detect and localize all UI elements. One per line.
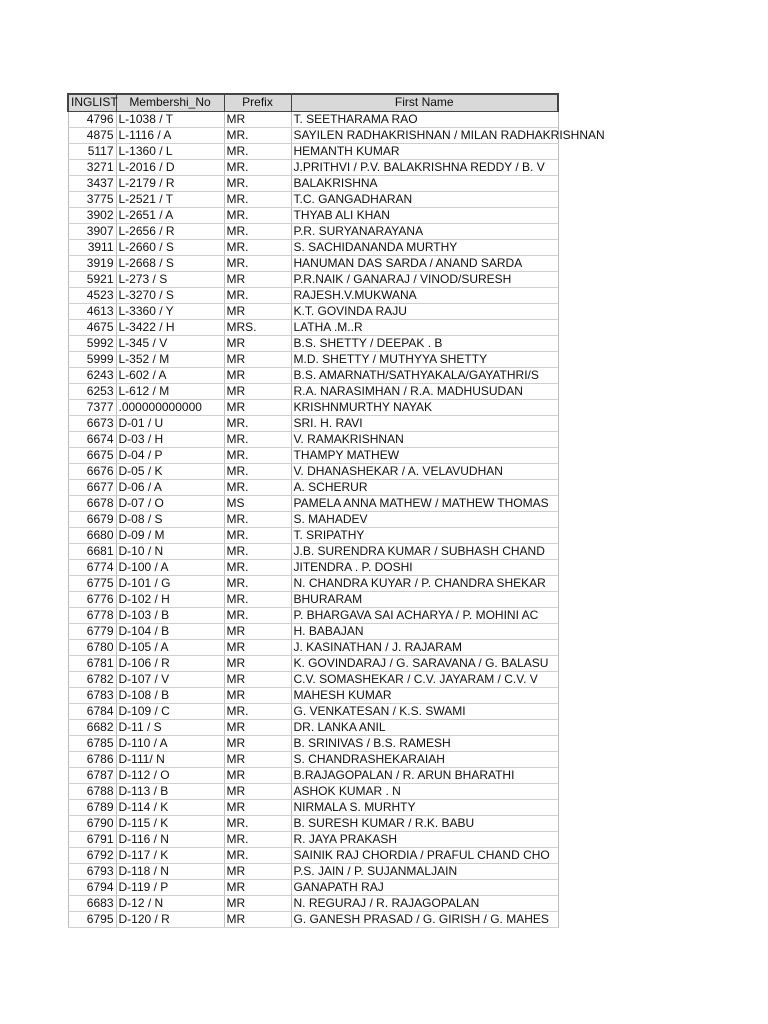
inglist-cell[interactable]: 4875 [68, 127, 116, 143]
table-row [68, 575, 558, 591]
inglist-cell[interactable]: 4613 [68, 303, 116, 319]
prefix-cell[interactable]: MR [224, 383, 291, 399]
prefix-cell[interactable]: MR. [224, 607, 291, 623]
prefix-cell[interactable]: MR. [224, 591, 291, 607]
first-name-cell[interactable]: B. SRINIVAS / B.S. RAMESH [291, 735, 558, 751]
prefix-cell[interactable]: MR [224, 271, 291, 287]
membership-no-cell[interactable]: D-111/ N [116, 751, 224, 767]
membership-no-cell[interactable]: L-1038 / T [116, 111, 224, 127]
prefix-cell[interactable]: MR. [224, 479, 291, 495]
inglist-cell[interactable]: 6243 [68, 367, 116, 383]
members-table [67, 93, 605, 928]
membership-no-cell[interactable]: D-12 / N [116, 895, 224, 911]
prefix-cell[interactable]: MR. [224, 207, 291, 223]
inglist-cell[interactable]: 3271 [68, 159, 116, 175]
first-name-cell[interactable]: G. GANESH PRASAD / G. GIRISH / G. MAHES [291, 911, 558, 927]
first-name-cell[interactable]: P.R. SURYANARAYANA [291, 223, 558, 239]
inglist-cell[interactable]: 6676 [68, 463, 116, 479]
inglist-cell[interactable]: 6790 [68, 815, 116, 831]
table-row [68, 831, 558, 847]
table-row [68, 399, 558, 415]
first-name-cell[interactable]: MAHESH KUMAR [291, 687, 558, 703]
first-name-cell[interactable]: H. BABAJAN [291, 623, 558, 639]
prefix-cell[interactable]: MR. [224, 191, 291, 207]
first-name-cell[interactable]: THYAB ALI KHAN [291, 207, 558, 223]
membership-no-cell[interactable]: D-105 / A [116, 639, 224, 655]
prefix-cell[interactable]: MR. [224, 447, 291, 463]
table-row [68, 303, 558, 319]
first-name-cell[interactable]: J.B. SURENDRA KUMAR / SUBHASH CHAND [291, 543, 558, 559]
prefix-cell[interactable]: MR. [224, 255, 291, 271]
inglist-cell[interactable]: 6776 [68, 591, 116, 607]
first-name-cell[interactable]: S. MAHADEV [291, 511, 558, 527]
first-name-cell[interactable]: C.V. SOMASHEKAR / C.V. JAYARAM / C.V. V [291, 671, 558, 687]
inglist-cell[interactable]: 5921 [68, 271, 116, 287]
first-name-cell[interactable]: P. BHARGAVA SAI ACHARYA / P. MOHINI AC [291, 607, 558, 623]
prefix-cell[interactable]: MR [224, 895, 291, 911]
inglist-cell[interactable]: 6789 [68, 799, 116, 815]
prefix-cell[interactable]: MR. [224, 143, 291, 159]
table-row [68, 175, 558, 191]
membership-no-cell[interactable]: D-118 / N [116, 863, 224, 879]
table-row [68, 735, 558, 751]
prefix-cell[interactable]: MR. [224, 287, 291, 303]
table-row [68, 127, 558, 143]
membership-no-cell[interactable]: D-05 / K [116, 463, 224, 479]
table-row [68, 431, 558, 447]
first-name-cell[interactable]: DR. LANKA ANIL [291, 719, 558, 735]
inglist-cell[interactable]: 3775 [68, 191, 116, 207]
table-row [68, 751, 558, 767]
prefix-cell[interactable]: MR. [224, 223, 291, 239]
inglist-cell[interactable]: 6679 [68, 511, 116, 527]
inglist-cell[interactable]: 7377 [68, 399, 116, 415]
prefix-cell[interactable]: MR [224, 111, 291, 127]
membership-no-cell[interactable]: D-108 / B [116, 687, 224, 703]
membership-no-cell[interactable]: D-10 / N [116, 543, 224, 559]
first-name-cell[interactable]: V. DHANASHEKAR / A. VELAVUDHAN [291, 463, 558, 479]
first-name-cell[interactable]: SAINIK RAJ CHORDIA / PRAFUL CHAND CHO [291, 847, 558, 863]
table-row [68, 319, 558, 335]
membership-no-cell[interactable]: D-106 / R [116, 655, 224, 671]
first-name-cell[interactable]: B. SURESH KUMAR / R.K. BABU [291, 815, 558, 831]
membership-no-cell[interactable]: L-2651 / A [116, 207, 224, 223]
first-name-cell[interactable]: S. CHANDRASHEKARAIAH [291, 751, 558, 767]
inglist-cell[interactable]: 6253 [68, 383, 116, 399]
prefix-cell[interactable]: MR. [224, 559, 291, 575]
table-row [68, 479, 558, 495]
prefix-cell[interactable]: MR [224, 735, 291, 751]
table-row [68, 367, 558, 383]
membership-no-cell[interactable]: L-2656 / R [116, 223, 224, 239]
membership-no-cell[interactable]: L-1360 / L [116, 143, 224, 159]
prefix-cell[interactable]: MR. [224, 543, 291, 559]
table-row [68, 559, 558, 575]
table-row [68, 879, 558, 895]
membership-no-cell[interactable]: D-101 / G [116, 575, 224, 591]
table-row [68, 783, 558, 799]
first-name-cell[interactable]: B.S. SHETTY / DEEPAK . B [291, 335, 558, 351]
inglist-cell[interactable]: 6683 [68, 895, 116, 911]
column-header-membership-no[interactable]: Membershi_No [116, 94, 224, 111]
first-name-cell[interactable]: B.RAJAGOPALAN / R. ARUN BHARATHI [291, 767, 558, 783]
inglist-cell[interactable]: 5117 [68, 143, 116, 159]
membership-no-cell[interactable]: D-03 / H [116, 431, 224, 447]
inglist-cell[interactable]: 6680 [68, 527, 116, 543]
inglist-cell[interactable]: 6674 [68, 431, 116, 447]
prefix-cell[interactable]: MR [224, 399, 291, 415]
prefix-cell[interactable]: MR. [224, 415, 291, 431]
spreadsheet [67, 93, 605, 928]
membership-no-cell[interactable]: D-120 / R [116, 911, 224, 927]
first-name-cell[interactable]: P.S. JAIN / P. SUJANMALJAIN [291, 863, 558, 879]
membership-no-cell[interactable]: D-112 / O [116, 767, 224, 783]
inglist-cell[interactable]: 6788 [68, 783, 116, 799]
first-name-cell[interactable]: S. SACHIDANANDA MURTHY [291, 239, 558, 255]
inglist-cell[interactable]: 6675 [68, 447, 116, 463]
prefix-cell[interactable]: MRS. [224, 319, 291, 335]
prefix-cell[interactable]: MR [224, 911, 291, 927]
table-row [68, 767, 558, 783]
first-name-cell[interactable]: KRISHNMURTHY NAYAK [291, 399, 558, 415]
prefix-cell[interactable]: MR [224, 655, 291, 671]
first-name-cell[interactable]: P.R.NAIK / GANARAJ / VINOD/SURESH [291, 271, 558, 287]
membership-no-cell[interactable]: L-2660 / S [116, 239, 224, 255]
column-header-inglist[interactable]: INGLIST [68, 94, 116, 111]
first-name-cell[interactable]: N. REGURAJ / R. RAJAGOPALAN [291, 895, 558, 911]
first-name-cell[interactable]: A. SCHERUR [291, 479, 558, 495]
first-name-cell[interactable]: BHURARAM [291, 591, 558, 607]
inglist-cell[interactable]: 4523 [68, 287, 116, 303]
prefix-cell[interactable]: MR [224, 367, 291, 383]
inglist-cell[interactable]: 6774 [68, 559, 116, 575]
inglist-cell[interactable]: 6791 [68, 831, 116, 847]
inglist-cell[interactable]: 4796 [68, 111, 116, 127]
inglist-cell[interactable]: 3902 [68, 207, 116, 223]
table-row [68, 159, 558, 175]
inglist-cell[interactable]: 6786 [68, 751, 116, 767]
prefix-cell[interactable]: MR. [224, 831, 291, 847]
table-row [68, 143, 558, 159]
prefix-cell[interactable]: MR. [224, 239, 291, 255]
membership-no-cell[interactable]: L-2016 / D [116, 159, 224, 175]
membership-no-cell[interactable]: D-09 / M [116, 527, 224, 543]
table-row [68, 703, 558, 719]
membership-no-cell[interactable]: L-2179 / R [116, 175, 224, 191]
prefix-cell[interactable]: MR. [224, 815, 291, 831]
prefix-cell[interactable]: MR [224, 303, 291, 319]
inglist-cell[interactable]: 6779 [68, 623, 116, 639]
inglist-cell[interactable]: 6785 [68, 735, 116, 751]
membership-no-cell[interactable]: .000000000000 [116, 399, 224, 415]
membership-no-cell[interactable]: D-110 / A [116, 735, 224, 751]
first-name-cell[interactable]: M.D. SHETTY / MUTHYYA SHETTY [291, 351, 558, 367]
table-row [68, 847, 558, 863]
membership-no-cell[interactable]: D-102 / H [116, 591, 224, 607]
table-row [68, 895, 558, 911]
prefix-cell[interactable]: MR. [224, 127, 291, 143]
prefix-cell[interactable]: MS [224, 495, 291, 511]
prefix-cell[interactable]: MR [224, 799, 291, 815]
membership-no-cell[interactable]: D-04 / P [116, 447, 224, 463]
membership-no-cell[interactable]: D-07 / O [116, 495, 224, 511]
inglist-cell[interactable]: 6795 [68, 911, 116, 927]
first-name-cell[interactable]: HANUMAN DAS SARDA / ANAND SARDA [291, 255, 558, 271]
first-name-cell[interactable]: T.C. GANGADHARAN [291, 191, 558, 207]
table-row [68, 591, 558, 607]
inglist-cell[interactable]: 6778 [68, 607, 116, 623]
membership-no-cell[interactable]: D-114 / K [116, 799, 224, 815]
table-row [68, 815, 558, 831]
inglist-cell[interactable]: 6794 [68, 879, 116, 895]
prefix-cell[interactable]: MR [224, 879, 291, 895]
inglist-cell[interactable]: 3907 [68, 223, 116, 239]
table-row [68, 511, 558, 527]
prefix-cell[interactable]: MR. [224, 175, 291, 191]
table-row [68, 623, 558, 639]
table-row [68, 543, 558, 559]
inglist-cell[interactable]: 5992 [68, 335, 116, 351]
inglist-cell[interactable]: 6681 [68, 543, 116, 559]
prefix-cell[interactable]: MR. [224, 463, 291, 479]
prefix-cell[interactable]: MR. [224, 431, 291, 447]
table-row [68, 607, 558, 623]
prefix-cell[interactable]: MR [224, 351, 291, 367]
table-row [68, 255, 558, 271]
table-row [68, 191, 558, 207]
table-row [68, 223, 558, 239]
inglist-cell[interactable]: 3911 [68, 239, 116, 255]
membership-no-cell[interactable]: L-273 / S [116, 271, 224, 287]
first-name-cell[interactable]: LATHA .M..R [291, 319, 558, 335]
inglist-cell[interactable]: 6792 [68, 847, 116, 863]
membership-no-cell[interactable]: D-06 / A [116, 479, 224, 495]
membership-no-cell[interactable]: D-01 / U [116, 415, 224, 431]
first-name-cell[interactable]: K.T. GOVINDA RAJU [291, 303, 558, 319]
inglist-cell[interactable]: 6682 [68, 719, 116, 735]
table-body [68, 111, 605, 927]
membership-no-cell[interactable]: D-11 / S [116, 719, 224, 735]
table-row [68, 111, 558, 127]
membership-no-cell[interactable]: L-1116 / A [116, 127, 224, 143]
first-name-cell[interactable]: RAJESH.V.MUKWANA [291, 287, 558, 303]
column-header-first-name[interactable]: First Name [291, 94, 558, 111]
membership-no-cell[interactable]: L-3422 / H [116, 319, 224, 335]
prefix-cell[interactable]: MR. [224, 527, 291, 543]
first-name-cell[interactable]: THAMPY MATHEW [291, 447, 558, 463]
first-name-cell[interactable]: JITENDRA . P. DOSHI [291, 559, 558, 575]
header-row [68, 94, 558, 111]
table-row [68, 687, 558, 703]
table-row [68, 655, 558, 671]
inglist-cell[interactable]: 6787 [68, 767, 116, 783]
membership-no-cell[interactable]: D-107 / V [116, 671, 224, 687]
prefix-cell[interactable]: MR [224, 335, 291, 351]
membership-no-cell[interactable]: D-104 / B [116, 623, 224, 639]
membership-no-cell[interactable]: D-119 / P [116, 879, 224, 895]
membership-no-cell[interactable]: D-115 / K [116, 815, 224, 831]
first-name-cell[interactable]: SRI. H. RAVI [291, 415, 558, 431]
membership-no-cell[interactable]: L-3270 / S [116, 287, 224, 303]
membership-no-cell[interactable]: L-345 / V [116, 335, 224, 351]
first-name-cell[interactable]: T. SEETHARAMA RAO [291, 111, 558, 127]
table-row [68, 287, 558, 303]
membership-no-cell[interactable]: L-2521 / T [116, 191, 224, 207]
membership-no-cell[interactable]: L-2668 / S [116, 255, 224, 271]
prefix-cell[interactable]: MR [224, 687, 291, 703]
inglist-cell[interactable]: 3437 [68, 175, 116, 191]
prefix-cell[interactable]: MR. [224, 847, 291, 863]
table-row [68, 415, 558, 431]
table-row [68, 495, 558, 511]
inglist-cell[interactable]: 6677 [68, 479, 116, 495]
membership-no-cell[interactable]: D-109 / C [116, 703, 224, 719]
first-name-cell[interactable]: SAYILEN RADHAKRISHNAN / MILAN RADHAKRISHNAN [291, 127, 558, 143]
first-name-cell[interactable]: R.A. NARASIMHAN / R.A. MADHUSUDAN [291, 383, 558, 399]
first-name-cell[interactable]: BALAKRISHNA [291, 175, 558, 191]
first-name-cell[interactable]: R. JAYA PRAKASH [291, 831, 558, 847]
table-row [68, 863, 558, 879]
table-row [68, 447, 558, 463]
inglist-cell[interactable]: 6784 [68, 703, 116, 719]
prefix-cell[interactable]: MR [224, 863, 291, 879]
first-name-cell[interactable]: PAMELA ANNA MATHEW / MATHEW THOMAS [291, 495, 558, 511]
first-name-cell[interactable]: K. GOVINDARAJ / G. SARAVANA / G. BALASU [291, 655, 558, 671]
column-header-prefix[interactable]: Prefix [224, 94, 291, 111]
inglist-cell[interactable]: 6673 [68, 415, 116, 431]
membership-no-cell[interactable]: L-352 / M [116, 351, 224, 367]
prefix-cell[interactable]: MR [224, 639, 291, 655]
prefix-cell[interactable]: MR [224, 671, 291, 687]
first-name-cell[interactable]: V. RAMAKRISHNAN [291, 431, 558, 447]
inglist-cell[interactable]: 6793 [68, 863, 116, 879]
table-row [68, 351, 558, 367]
table-row [68, 383, 558, 399]
table-row [68, 671, 558, 687]
membership-no-cell[interactable]: L-3360 / Y [116, 303, 224, 319]
inglist-cell[interactable]: 6775 [68, 575, 116, 591]
membership-no-cell[interactable]: D-08 / S [116, 511, 224, 527]
membership-no-cell[interactable]: D-113 / B [116, 783, 224, 799]
membership-no-cell[interactable]: L-602 / A [116, 367, 224, 383]
table-row [68, 239, 558, 255]
membership-no-cell[interactable]: D-117 / K [116, 847, 224, 863]
table-row [68, 719, 558, 735]
inglist-cell[interactable]: 3919 [68, 255, 116, 271]
inglist-cell[interactable]: 6783 [68, 687, 116, 703]
table-row [68, 207, 558, 223]
prefix-cell[interactable]: MR [224, 623, 291, 639]
table-row [68, 271, 558, 287]
membership-no-cell[interactable]: D-100 / A [116, 559, 224, 575]
first-name-cell[interactable]: HEMANTH KUMAR [291, 143, 558, 159]
first-name-cell[interactable]: T. SRIPATHY [291, 527, 558, 543]
membership-no-cell[interactable]: D-103 / B [116, 607, 224, 623]
table-row [68, 799, 558, 815]
prefix-cell[interactable]: MR. [224, 575, 291, 591]
table-row [68, 463, 558, 479]
inglist-cell[interactable]: 6678 [68, 495, 116, 511]
inglist-cell[interactable]: 4675 [68, 319, 116, 335]
table-row [68, 527, 558, 543]
prefix-cell[interactable]: MR [224, 751, 291, 767]
prefix-cell[interactable]: MR. [224, 703, 291, 719]
prefix-cell[interactable]: MR. [224, 511, 291, 527]
first-name-cell[interactable]: J.PRITHVI / P.V. BALAKRISHNA REDDY / B. V [291, 159, 558, 175]
first-name-cell[interactable]: N. CHANDRA KUYAR / P. CHANDRA SHEKAR [291, 575, 558, 591]
inglist-cell[interactable]: 6782 [68, 671, 116, 687]
table-row [68, 639, 558, 655]
inglist-cell[interactable]: 5999 [68, 351, 116, 367]
inglist-cell[interactable]: 6781 [68, 655, 116, 671]
prefix-cell[interactable]: MR [224, 783, 291, 799]
first-name-cell[interactable]: NIRMALA S. MURHTY [291, 799, 558, 815]
inglist-cell[interactable]: 6780 [68, 639, 116, 655]
first-name-cell[interactable]: ASHOK KUMAR . N [291, 783, 558, 799]
membership-no-cell[interactable]: D-116 / N [116, 831, 224, 847]
prefix-cell[interactable]: MR [224, 719, 291, 735]
table-row [68, 335, 558, 351]
first-name-cell[interactable]: G. VENKATESAN / K.S. SWAMI [291, 703, 558, 719]
first-name-cell[interactable]: B.S. AMARNATH/SATHYAKALA/GAYATHRI/S [291, 367, 558, 383]
first-name-cell[interactable]: GANAPATH RAJ [291, 879, 558, 895]
table-row [68, 911, 558, 927]
prefix-cell[interactable]: MR. [224, 159, 291, 175]
prefix-cell[interactable]: MR [224, 767, 291, 783]
first-name-cell[interactable]: J. KASINATHAN / J. RAJARAM [291, 639, 558, 655]
membership-no-cell[interactable]: L-612 / M [116, 383, 224, 399]
